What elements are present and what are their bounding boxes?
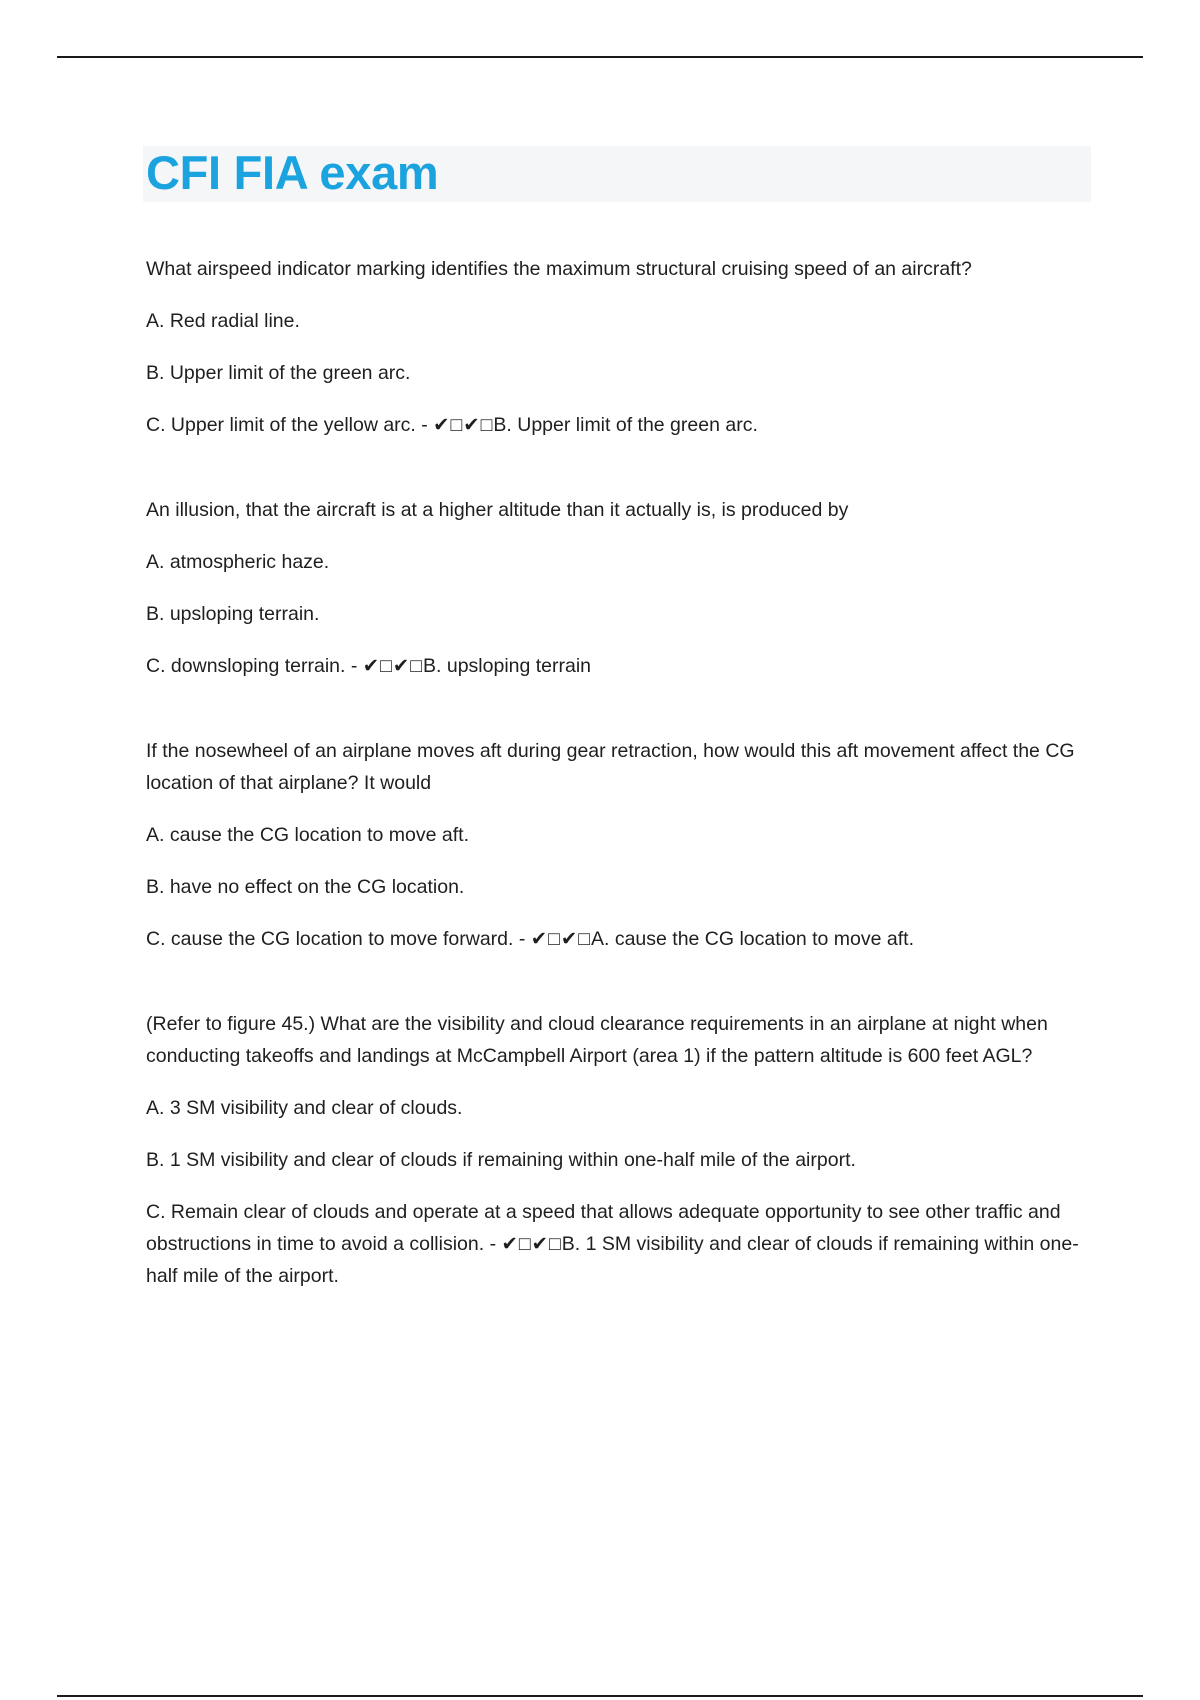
question-block-2 [146,494,1096,682]
option-c [146,650,1096,682]
document-title: CFI FIA exam [146,146,439,199]
option-a: A. 3 SM visibility and clear of clouds. [146,1097,463,1119]
option-a: A. Red radial line. [146,310,300,332]
option-c-text: C. Upper limit of the yellow arc. - [146,414,434,436]
option-b: B. 1 SM visibility and clear of clouds if remaining within one-half mile of the airport. [146,1149,856,1171]
checkmark-icon: ✔□✔□ [530,928,591,950]
footer-rule [57,1695,1143,1697]
header-rule [57,56,1143,58]
option-c [146,409,1096,441]
option-c-text: C. Remain clear of clouds and operate at a speed that allows adequate opportunity to see other traffic and obstructions in time to avoid a collision. - [146,1201,1061,1255]
checkmark-icon: ✔□✔□ [362,655,424,677]
answer-text: B. Upper limit of the green arc. [493,414,758,436]
checkmark-icon: ✔□✔□ [501,1233,562,1255]
question-block-4 [146,1008,1096,1292]
option-a: A. atmospheric haze. [146,551,330,573]
option-c [146,923,1096,955]
question-text: (Refer to figure 45.) What are the visibility and cloud clearance requirements in an airplane at night when conducting takeoffs and landings at McCampbell Airport (area 1) if the pattern altitude is 600 feet AGL? [146,1013,1048,1067]
answer-text: B. upsloping terrain [423,655,592,677]
checkmark-icon: ✔□✔□ [433,414,494,436]
option-b: B. have no effect on the CG location. [146,876,465,898]
option-c [146,1196,1096,1292]
question-block-3 [146,735,1096,955]
option-c-text: C. cause the CG location to move forward. - [146,928,531,950]
answer-text: A. cause the CG location to move aft. [590,928,914,950]
option-a: A. cause the CG location to move aft. [146,824,469,846]
answer-text: B. 1 SM visibility and clear of clouds if remaining within one-half mile of the airport. [146,1233,1079,1287]
option-c-text: C. downsloping terrain. - [146,655,363,677]
question-text: What airspeed indicator marking identifies the maximum structural cruising speed of an aircraft? [146,258,972,280]
question-block-1 [146,253,1096,441]
option-b: B. Upper limit of the green arc. [146,362,411,384]
question-text: If the nosewheel of an airplane moves aft during gear retraction, how would this aft movement affect the CG location of that airplane? It would [146,740,1075,794]
question-list [146,253,1096,1345]
option-b: B. upsloping terrain. [146,603,320,625]
question-text: An illusion, that the aircraft is at a higher altitude than it actually is, is produced by [146,499,849,521]
